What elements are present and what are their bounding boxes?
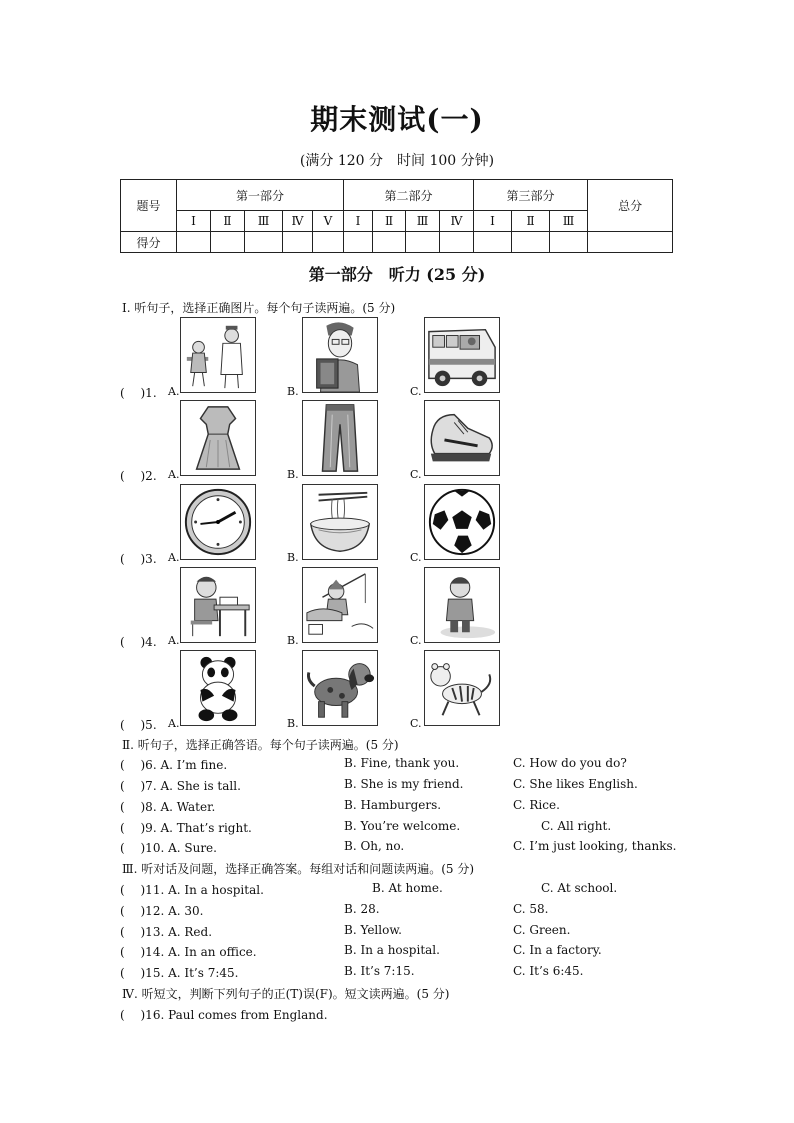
score-cell[interactable] xyxy=(512,232,550,253)
option-label: A. xyxy=(168,385,180,398)
question-prefix: ( )12. A. 30. xyxy=(120,904,204,918)
option-label: C. xyxy=(410,468,422,481)
question-number: ( )2. xyxy=(120,469,157,483)
option-label: C. xyxy=(410,717,422,730)
option-label: B. xyxy=(287,468,299,481)
option-b: B. At home. xyxy=(372,881,443,895)
score-col: Ⅰ xyxy=(344,211,373,232)
question-row xyxy=(120,777,241,794)
question-prefix: ( )11. A. In a hospital. xyxy=(120,883,264,897)
section-title: 第一部分 听力 (25 分) xyxy=(308,265,486,284)
option-label: C. xyxy=(410,551,422,564)
part4-heading: Ⅳ. 听短文，判断下列句子的正(T)误(F)。短文读两遍。(5 分) xyxy=(122,987,450,1001)
score-header-part2: 第二部分 xyxy=(344,180,474,211)
score-cell[interactable] xyxy=(313,232,344,253)
option-c: C. It’s 6:45. xyxy=(513,964,584,978)
score-cell[interactable] xyxy=(344,232,373,253)
score-cell[interactable] xyxy=(373,232,406,253)
option-b: B. Hamburgers. xyxy=(344,798,442,812)
noodles-icon[interactable] xyxy=(302,484,378,560)
score-cell[interactable] xyxy=(440,232,474,253)
option-label: B. xyxy=(287,717,299,730)
option-c: C. Green. xyxy=(513,923,571,937)
score-cell[interactable] xyxy=(245,232,283,253)
score-cell[interactable] xyxy=(406,232,440,253)
bus-icon[interactable] xyxy=(424,317,500,393)
dog-icon[interactable] xyxy=(302,650,378,726)
boy-fishing-icon[interactable] xyxy=(302,567,378,643)
score-header-part1: 第一部分 xyxy=(177,180,344,211)
clock-icon[interactable] xyxy=(180,484,256,560)
part2-heading: Ⅱ. 听句子，选择正确答语。每个句子读两遍。(5 分) xyxy=(122,738,399,752)
score-col: Ⅱ xyxy=(211,211,245,232)
option-c: C. Rice. xyxy=(513,798,560,812)
option-c: C. All right. xyxy=(541,819,612,833)
part1-heading: Ⅰ. 听句子，选择正确图片。每个句子读两遍。(5 分) xyxy=(122,301,396,315)
question-prefix: ( )10. A. Sure. xyxy=(120,841,217,855)
question-row xyxy=(120,839,217,856)
option-b: B. Yellow. xyxy=(344,923,402,937)
part3-heading: Ⅲ. 听对话及问题，选择正确答案。每组对话和问题读两遍。(5 分) xyxy=(122,862,475,876)
man-with-newspaper-icon[interactable] xyxy=(302,317,378,393)
option-c: C. She likes English. xyxy=(513,777,638,791)
score-header-total: 总分 xyxy=(588,180,673,232)
question-row xyxy=(120,923,212,940)
page-title: 期末测试(一) xyxy=(310,103,484,136)
score-cell[interactable] xyxy=(211,232,245,253)
question-row xyxy=(120,819,252,836)
option-c: C. I’m just looking, thanks. xyxy=(513,839,677,853)
score-table xyxy=(120,179,673,253)
score-col: Ⅰ xyxy=(474,211,512,232)
question-prefix: ( )14. A. In an office. xyxy=(120,945,257,959)
option-label: A. xyxy=(168,634,180,647)
score-col: Ⅳ xyxy=(283,211,313,232)
score-col: Ⅱ xyxy=(512,211,550,232)
dress-icon[interactable] xyxy=(180,400,256,476)
question-prefix: ( )15. A. It’s 7:45. xyxy=(120,966,239,980)
option-label: B. xyxy=(287,634,299,647)
option-b: B. In a hospital. xyxy=(344,943,440,957)
score-col: Ⅳ xyxy=(440,211,474,232)
option-label: C. xyxy=(410,385,422,398)
option-b: B. She is my friend. xyxy=(344,777,464,791)
question-prefix: ( )16. Paul comes from England. xyxy=(120,1008,328,1022)
score-col: Ⅲ xyxy=(245,211,283,232)
option-c: C. In a factory. xyxy=(513,943,602,957)
question-row xyxy=(120,964,238,981)
tiger-icon[interactable] xyxy=(424,650,500,726)
score-row-label-number: 题号 xyxy=(121,180,177,232)
panda-icon[interactable] xyxy=(180,650,256,726)
option-b: B. You’re welcome. xyxy=(344,819,461,833)
score-col: Ⅰ xyxy=(177,211,211,232)
trousers-icon[interactable] xyxy=(302,400,378,476)
football-icon[interactable] xyxy=(424,484,500,560)
option-label: A. xyxy=(168,551,180,564)
option-b: B. Oh, no. xyxy=(344,839,405,853)
option-b: B. It’s 7:15. xyxy=(344,964,415,978)
question-number: ( )3. xyxy=(120,552,157,566)
score-header-part3: 第三部分 xyxy=(474,180,588,211)
option-label: C. xyxy=(410,634,422,647)
question-number: ( )1. xyxy=(120,386,157,400)
boy-sitting-icon[interactable] xyxy=(424,567,500,643)
option-c: C. At school. xyxy=(541,881,618,895)
score-row-label-score: 得分 xyxy=(121,232,177,253)
score-cell[interactable] xyxy=(588,232,673,253)
score-col: Ⅲ xyxy=(550,211,588,232)
boy-writing-icon[interactable] xyxy=(180,567,256,643)
score-col: Ⅲ xyxy=(406,211,440,232)
question-row xyxy=(120,1006,328,1023)
option-c: C. 58. xyxy=(513,902,549,916)
question-row xyxy=(120,881,264,898)
option-label: B. xyxy=(287,385,299,398)
option-c: C. How do you do? xyxy=(513,756,627,770)
score-cell[interactable] xyxy=(474,232,512,253)
question-row xyxy=(120,798,215,815)
question-row xyxy=(120,902,203,919)
doctor-patient-icon[interactable] xyxy=(180,317,256,393)
score-cell[interactable] xyxy=(550,232,588,253)
option-label: B. xyxy=(287,551,299,564)
option-label: A. xyxy=(168,468,180,481)
score-cell[interactable] xyxy=(283,232,313,253)
question-prefix: ( )8. A. Water. xyxy=(120,800,216,814)
option-b: B. 28. xyxy=(344,902,380,916)
question-prefix: ( )13. A. Red. xyxy=(120,925,213,939)
page-subtitle: (满分 120 分 时间 100 分钟) xyxy=(299,153,495,169)
question-row xyxy=(120,943,257,960)
question-row xyxy=(120,756,227,773)
score-col: Ⅴ xyxy=(313,211,344,232)
score-cell[interactable] xyxy=(177,232,211,253)
question-prefix: ( )6. A. I’m fine. xyxy=(120,758,228,772)
score-col: Ⅱ xyxy=(373,211,406,232)
option-label: A. xyxy=(168,717,180,730)
question-number: ( )4. xyxy=(120,635,157,649)
option-b: B. Fine, thank you. xyxy=(344,756,460,770)
sneaker-icon[interactable] xyxy=(424,400,500,476)
question-prefix: ( )7. A. She is tall. xyxy=(120,779,241,793)
question-number: ( )5. xyxy=(120,718,157,732)
question-prefix: ( )9. A. That’s right. xyxy=(120,821,252,835)
